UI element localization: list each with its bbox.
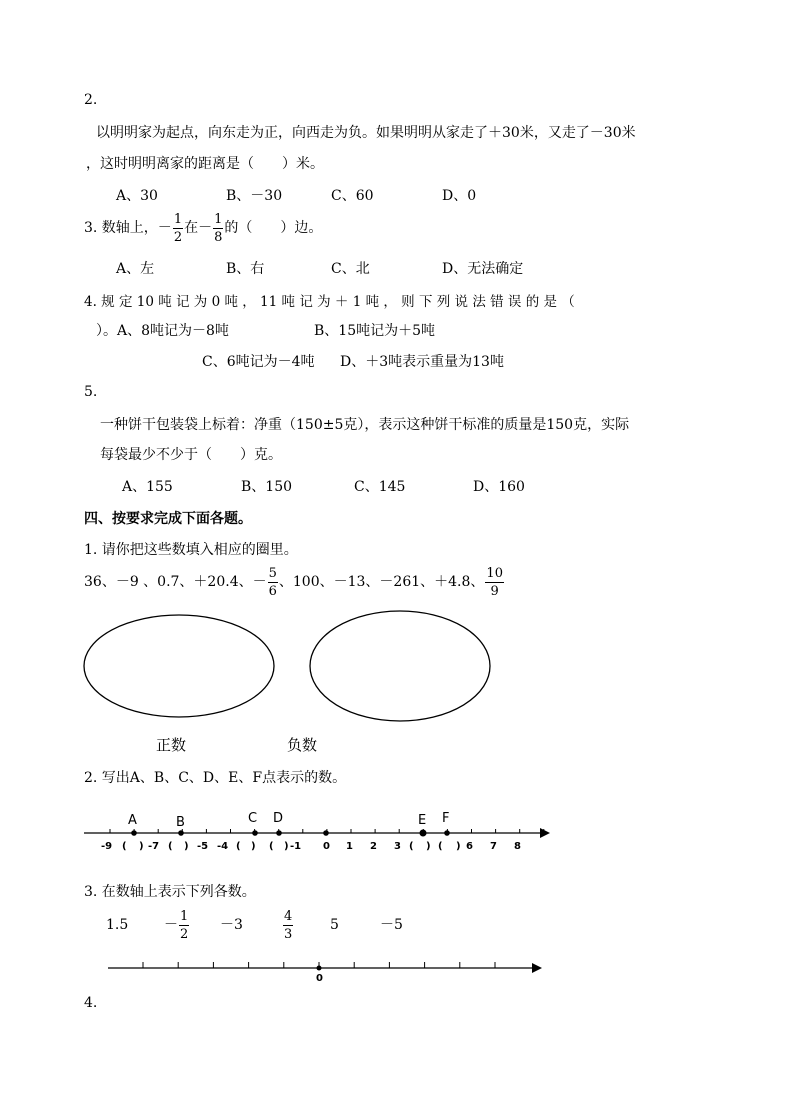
point-label-a: A <box>128 813 137 828</box>
q4-option-c[interactable]: C、6吨记为－4吨 <box>202 354 315 370</box>
point-label-d: D <box>273 811 284 826</box>
number-line-1-tick-label: 6 <box>466 841 473 852</box>
q3-frac2-den: 8 <box>214 229 223 245</box>
s4-item1-frac-b-den: 9 <box>490 583 499 599</box>
number-line-1-tick-label: ) <box>456 841 461 852</box>
s4-item1-frac-a-num: 5 <box>268 565 277 581</box>
q2-option-a[interactable]: A、30 <box>116 188 158 204</box>
number-line-1-tick-label: 3 <box>394 841 401 852</box>
point-label-b: B <box>176 815 185 830</box>
number-line-1-tick-label: -4 <box>217 841 229 852</box>
q3-middle: 在－ <box>184 220 213 236</box>
number-line-1-tick-label: -9 <box>101 841 113 852</box>
positive-numbers-circle[interactable] <box>84 615 274 717</box>
q2-option-d[interactable]: D、0 <box>442 188 477 204</box>
q3-frac2-num: 1 <box>214 211 223 227</box>
s4-item3-prompt: 3. 在数轴上表示下列各数。 <box>84 884 256 900</box>
s4-item4-number: 4. <box>84 995 98 1011</box>
item3-number-4-3 <box>282 905 294 945</box>
q3-option-c[interactable]: C、北 <box>331 261 370 277</box>
item3-fraction-4-3 <box>283 910 293 941</box>
item3-number-neg-5: －5 <box>380 917 403 933</box>
q3-prefix: 3. 数轴上，－ <box>84 220 172 236</box>
q3-suffix: 的（ ）边。 <box>224 220 323 236</box>
number-line-2-zero-label: 0 <box>316 973 323 984</box>
number-line-1-tick-label: ) <box>251 841 256 852</box>
item3-number-neg-3: －3 <box>220 917 243 933</box>
item3-frac-4-3-den: 3 <box>284 926 293 942</box>
point-f-dot[interactable] <box>444 830 450 836</box>
s4-item1-frac-a-den: 6 <box>268 583 277 599</box>
s4-item1-numbers-b: 、100、－13、－261、＋4.8、 <box>278 574 485 590</box>
q4-text-line1: 4. 规 定 10 吨 记 为 0 吨 ， 11 吨 记 为 ＋ 1 吨 ， 则 下 列 说 法 错 误 的 是 （ <box>84 294 575 310</box>
number-line-1-tick-label: ) <box>184 841 189 852</box>
q5-option-b[interactable]: B、150 <box>241 479 293 495</box>
item3-fraction-1-2 <box>179 910 189 941</box>
q3-option-a[interactable]: A、左 <box>116 261 155 277</box>
number-line-1-tick-label: ) <box>284 841 289 852</box>
item3-frac-1-2-num: 1 <box>180 908 189 924</box>
q5-option-d[interactable]: D、160 <box>473 479 525 495</box>
point-e-dot[interactable] <box>420 830 427 837</box>
number-line-1-point-labels <box>128 811 449 830</box>
positive-numbers-label: 正数 <box>156 736 187 754</box>
item3-neg-sign: － <box>164 917 178 933</box>
q5-option-c[interactable]: C、145 <box>354 479 406 495</box>
number-line-1-tick-label: ) <box>426 841 431 852</box>
number-line-1-tick-label: -7 <box>148 841 160 852</box>
q5-number: 5. <box>84 384 98 400</box>
q2-option-c[interactable]: C、60 <box>331 188 374 204</box>
number-line-1-arrow <box>540 828 550 838</box>
negative-numbers-circle[interactable] <box>310 611 490 721</box>
number-line-1-tick-label: ( <box>236 841 241 852</box>
q3-option-b[interactable]: B、右 <box>226 261 265 277</box>
number-line-2-origin-dot <box>317 966 322 971</box>
item3-number-5: 5 <box>330 917 339 933</box>
q2-option-b[interactable]: B、－30 <box>226 188 283 204</box>
item3-number-neg-half <box>164 905 190 945</box>
s4-item1-frac-b-num: 10 <box>486 565 503 581</box>
origin-dot[interactable] <box>323 830 329 836</box>
q5-text-line2: 每袋最少不少于（ ）克。 <box>100 447 282 463</box>
number-line-1-tick-label: 8 <box>514 841 521 852</box>
number-line-1-tick-labels <box>101 841 521 852</box>
point-label-e: E <box>418 813 427 828</box>
number-line-1-tick-label: -1 <box>290 841 302 852</box>
item3-frac-4-3-num: 4 <box>284 908 293 924</box>
q5-option-a[interactable]: A、155 <box>122 479 173 495</box>
q3-frac1-num: 1 <box>173 211 183 227</box>
number-line-points <box>0 800 790 860</box>
number-line-1-tick-label: -5 <box>197 841 209 852</box>
number-line-blank <box>0 950 790 990</box>
s4-item1-prompt: 1. 请你把这些数填入相应的圈里。 <box>84 542 298 558</box>
q4-option-a-line: ）。A、8吨记为－8吨 <box>96 323 229 339</box>
q2-number: 2. <box>84 92 98 108</box>
number-line-1-tick-label: 2 <box>370 841 377 852</box>
number-line-1-tick-label: ( <box>122 841 127 852</box>
q3-frac1-den: 2 <box>173 229 183 245</box>
q2-text-line2: ，这时明明离家的距离是（ ）米。 <box>86 156 324 172</box>
point-label-c: C <box>248 811 258 826</box>
number-line-1-tick-label: ( <box>438 841 443 852</box>
item3-number-1-5: 1.5 <box>106 917 129 933</box>
point-label-f: F <box>442 811 450 826</box>
point-b-dot[interactable] <box>178 830 184 836</box>
q3-option-d[interactable]: D、无法确定 <box>442 261 524 277</box>
s4-item2-prompt: 2. 写出A、B、C、D、E、F点表示的数。 <box>84 770 347 786</box>
number-line-1-tick-label: ) <box>139 841 144 852</box>
s4-item3-numbers <box>106 905 566 945</box>
number-line-1-tick-label: ( <box>168 841 173 852</box>
number-line-2-arrow <box>532 963 542 973</box>
section-4-heading: 四、按要求完成下面各题。 <box>84 511 252 527</box>
q4-option-d[interactable]: D、＋3吨表示重量为13吨 <box>340 354 504 370</box>
number-line-1-tick-label: ( <box>409 841 414 852</box>
point-a-dot[interactable] <box>131 830 137 836</box>
number-line-1-tick-label: 0 <box>323 841 330 852</box>
q2-text-line1: 以明明家为起点，向东走为正，向西走为负。如果明明从家走了＋30米，又走了－30米 <box>96 125 636 141</box>
q4-option-b[interactable]: B、15吨记为＋5吨 <box>314 323 436 339</box>
item3-frac-1-2-den: 2 <box>180 926 189 942</box>
q5-text-line1: 一种饼干包装袋上标着：净重（150±5克），表示这种饼干标准的质量是150克，实际 <box>100 417 630 433</box>
point-d-dot[interactable] <box>276 830 282 836</box>
point-c-dot[interactable] <box>252 830 258 836</box>
number-line-1-tick-label: 1 <box>346 841 353 852</box>
number-line-1-tick-label: 7 <box>490 841 497 852</box>
negative-numbers-label: 负数 <box>287 736 318 754</box>
s4-item1-numbers-a: 36、－9 、0.7、＋20.4、－ <box>84 574 267 590</box>
number-line-1-tick-label: ( <box>269 841 274 852</box>
